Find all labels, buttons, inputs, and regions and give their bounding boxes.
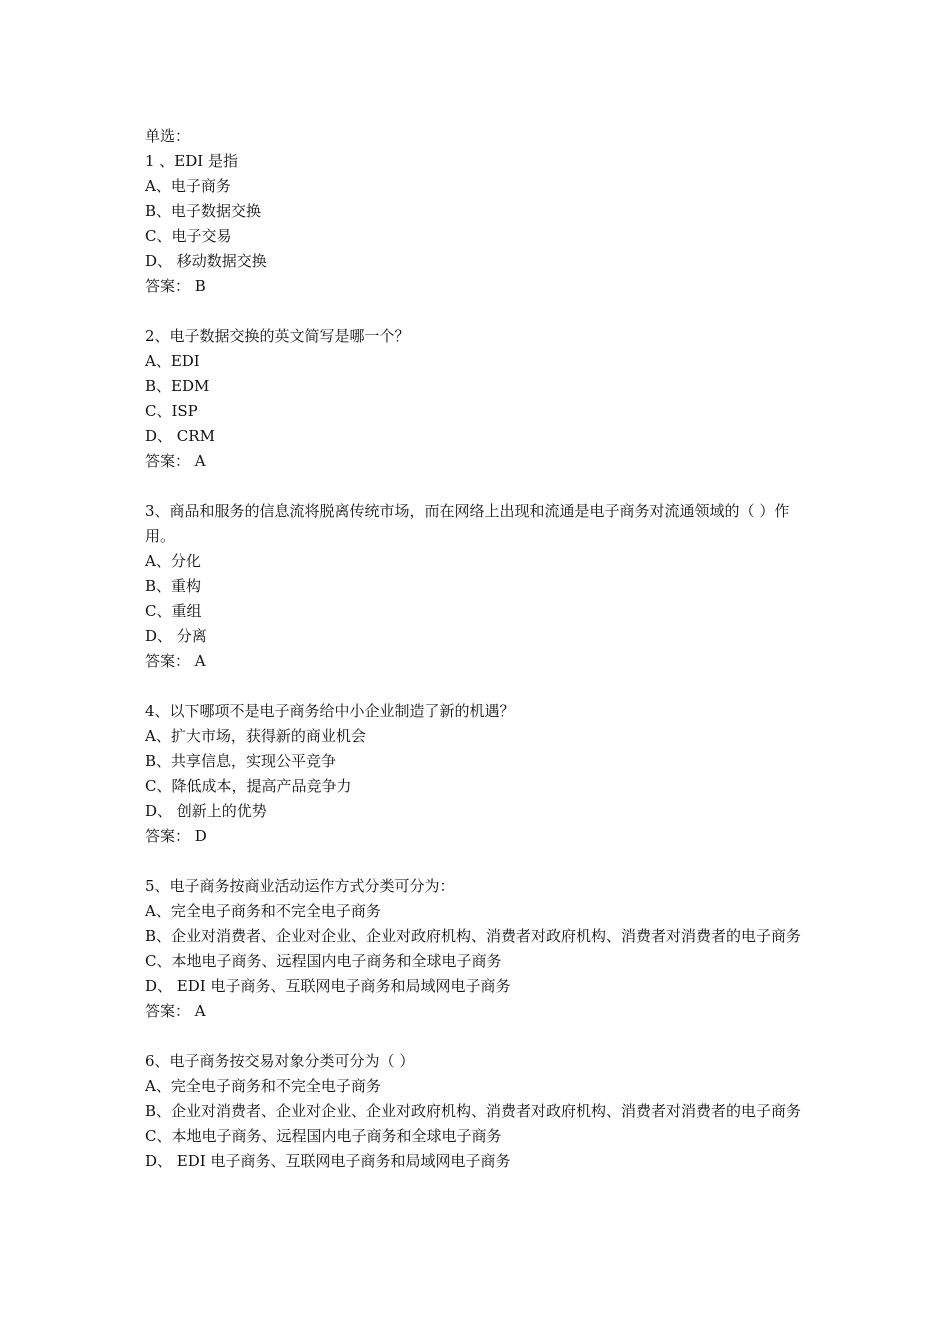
question-1 <box>145 149 815 299</box>
option-a: A、分化 <box>145 552 201 570</box>
option-d: D、 创新上的优势 <box>145 802 267 820</box>
document-page <box>145 124 815 1199</box>
option-b: B、企业对消费者、企业对企业、企业对政府机构、消费者对政府机构、消费者对消费者的电子商务 <box>145 1102 802 1120</box>
option-a: A、完全电子商务和不完全电子商务 <box>145 1077 381 1095</box>
answer-line: 答案： B <box>145 277 206 295</box>
section-heading: 单选： <box>145 127 191 145</box>
option-a: A、完全电子商务和不完全电子商务 <box>145 902 381 920</box>
question-stem: 5、电子商务按商业活动运作方式分类可分为： <box>145 877 455 895</box>
answer-line: 答案： D <box>145 827 207 845</box>
question-stem: 1 、EDI 是指 <box>145 152 238 170</box>
question-stem: 2、电子数据交换的英文简写是哪一个？ <box>145 327 410 345</box>
option-c: C、本地电子商务、远程国内电子商务和全球电子商务 <box>145 1127 502 1145</box>
option-b: B、重构 <box>145 577 202 595</box>
question-2 <box>145 324 815 474</box>
option-b: B、企业对消费者、企业对企业、企业对政府机构、消费者对政府机构、消费者对消费者的电子商务 <box>145 927 802 945</box>
option-c: C、ISP <box>145 402 198 420</box>
option-b: B、共享信息，实现公平竞争 <box>145 752 337 770</box>
question-4 <box>145 699 815 849</box>
option-b: B、电子数据交换 <box>145 202 262 220</box>
option-d: D、 CRM <box>145 427 215 445</box>
option-c: C、降低成本，提高产品竞争力 <box>145 777 352 795</box>
option-d: D、 移动数据交换 <box>145 252 267 270</box>
question-stem: 6、电子商务按交易对象分类可分为（ ） <box>145 1052 415 1070</box>
option-d: D、 分离 <box>145 627 207 645</box>
option-c: C、电子交易 <box>145 227 232 245</box>
option-d: D、 EDI 电子商务、互联网电子商务和局域网电子商务 <box>145 977 511 995</box>
option-c: C、重组 <box>145 602 202 620</box>
answer-line: 答案： A <box>145 452 206 470</box>
option-b: B、EDM <box>145 377 210 395</box>
question-stem: 3、商品和服务的信息流将脱离传统市场，而在网络上出现和流通是电子商务对流通领域的（ ）作用。 <box>145 502 790 545</box>
option-d: D、 EDI 电子商务、互联网电子商务和局域网电子商务 <box>145 1152 511 1170</box>
question-stem: 4、以下哪项不是电子商务给中小企业制造了新的机遇？ <box>145 702 515 720</box>
question-5 <box>145 874 815 1024</box>
question-6 <box>145 1049 815 1174</box>
option-a: A、电子商务 <box>145 177 231 195</box>
option-a: A、扩大市场，获得新的商业机会 <box>145 727 366 745</box>
answer-line: 答案： A <box>145 1002 206 1020</box>
option-c: C、本地电子商务、远程国内电子商务和全球电子商务 <box>145 952 502 970</box>
option-a: A、EDI <box>145 352 200 370</box>
question-3 <box>145 499 815 674</box>
answer-line: 答案： A <box>145 652 206 670</box>
